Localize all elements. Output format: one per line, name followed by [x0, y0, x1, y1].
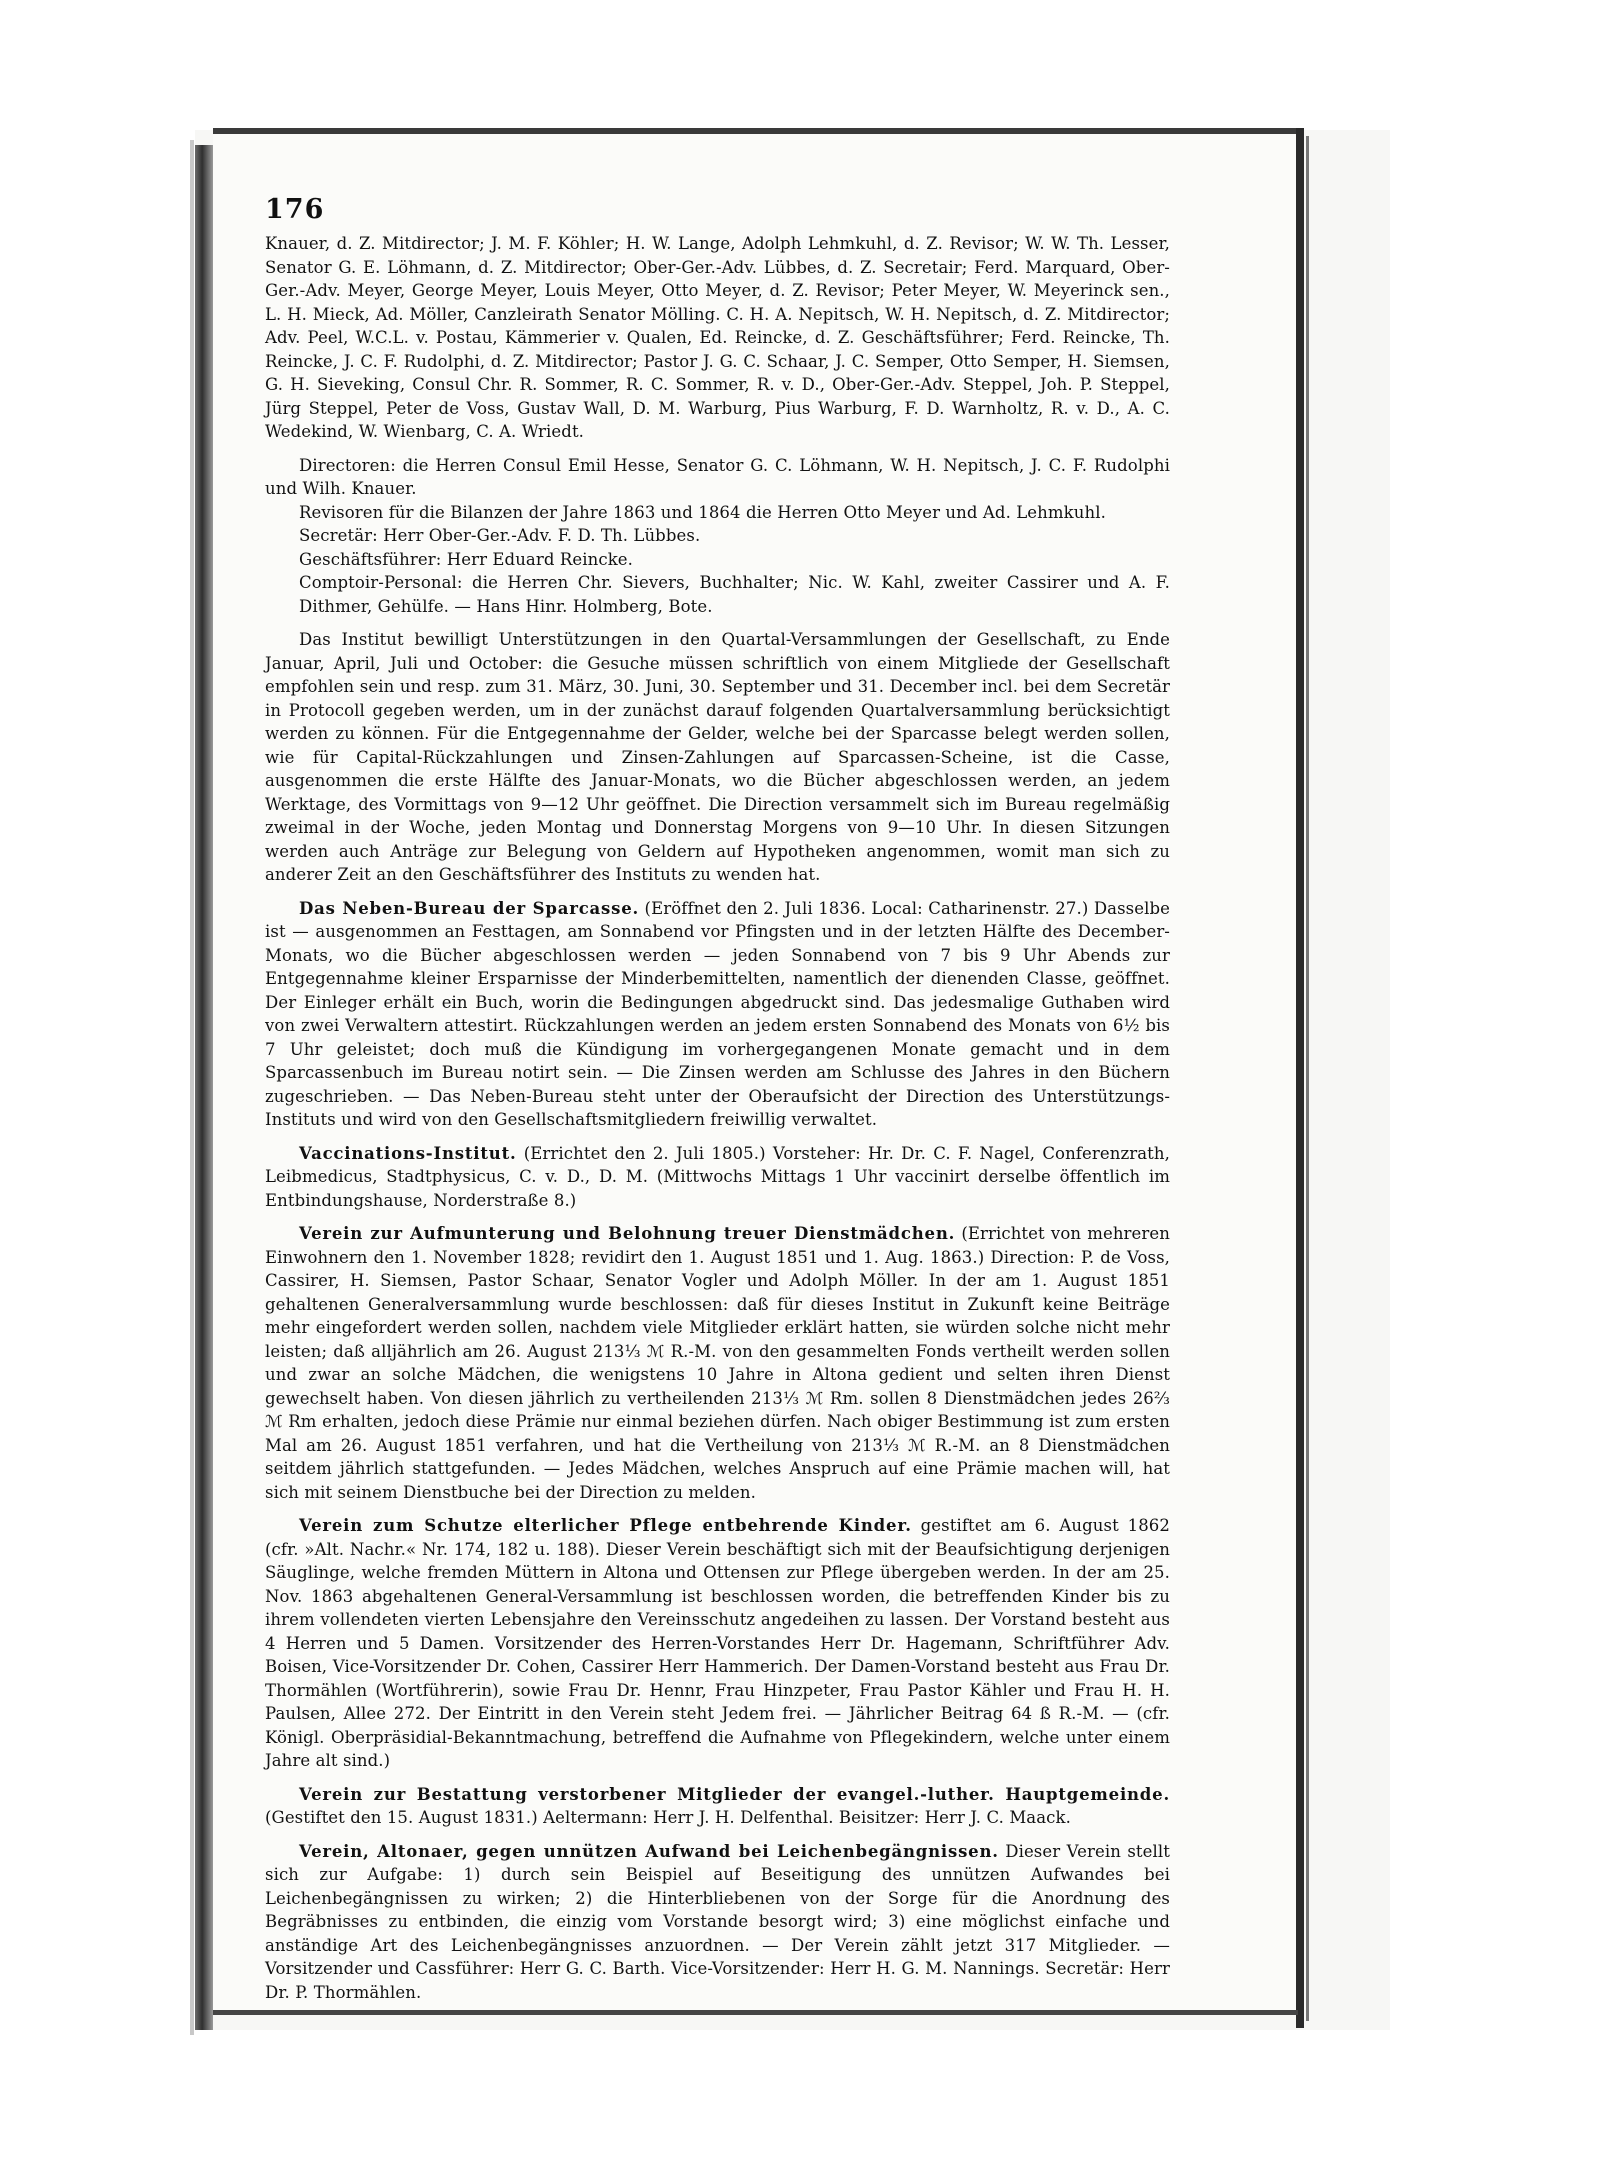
book-binding [195, 145, 213, 2030]
burial-paragraph [265, 1783, 1170, 1830]
neben-bureau-heading: Das Neben-Bureau der Sparcasse. [299, 898, 640, 918]
children-paragraph [265, 1514, 1170, 1773]
secretary-paragraph: Secretär: Herr Ober-Ger.-Adv. F. D. Th. Lübbes. [299, 526, 701, 545]
revisors-paragraph: Revisoren für die Bilanzen der Jahre 1863 und 1864 die Herren Otto Meyer und Ad. Lehmkuhl. [299, 502, 1106, 522]
book-page [213, 134, 1296, 2010]
manager-paragraph: Geschäftsführer: Herr Eduard Reincke. [299, 549, 634, 569]
maids-text: (Errichtet von mehreren Einwohnern den 1. November 1828; revidirt den 1. August 1851 und 1. Aug. 1863.) Direction: P. de Voss, Cassirer, H. Siemsen, Pastor Schaar, Senator Vogler und Adolph Möller. In der am 1. August 1851 gehaltenen Generalversammlung wurde beschlossen: daß für dieses Institut in Zukunft keine Beiträge mehr eingefordert werden sollen, nachdem viele Mitglieder erklärt hatten, sie würden solche nicht mehr leisten; daß alljährlich am 26. August 213⅓ ℳ R.-M. von den gesammelten Fonds vertheilt werden sollen und zwar an solche Mädchen, die wenigstens 10 Jahre in Altona gedient und selten ihren Dienst gewechselt haben. Von diesen jährlich zu vertheilenden 213⅓ ℳ Rm. sollen 8 Dienstmädchen jedes 26⅔ ℳ Rm erhalten, jedoch diese Prämie nur einmal beziehen dürfen. Nach obiger Bestimmung ist zum ersten Mal am 26. August 1851 verfahren, und hat die Vertheilung von 213⅓ ℳ R.-M. an 8 Dienstmädchen seitdem jährlich stattgefunden. — Jedes Mädchen, welches Anspruch auf eine Prämie machen will, hat sich mit seinem Dienstbuche bei der Direction zu melden. [265, 1224, 1170, 1502]
neben-bureau-paragraph [265, 897, 1170, 1132]
vaccination-text: (Errichtet den 2. Juli 1805.) Vorsteher: Hr. Dr. C. F. Nagel, Conferenzrath, Leibmedicus, Stadtphysicus, C. v. D., D. M. (Mittwochs Mittags 1 Uhr vaccinirt derselbe öffentlich im Entbindungshause, Norderstraße 8.) [265, 1143, 1170, 1210]
burial-heading: Verein zur Bestattung verstorbener Mitglieder der evangel.-luther. Hauptgemeinde. [299, 1784, 1170, 1804]
children-heading: Verein zum Schutze elterlicher Pflege entbehrende Kinder. [299, 1516, 912, 1535]
neben-bureau-text: (Eröffnet den 2. Juli 1836. Local: Catharinenstr. 27.) Dasselbe ist — ausgenommen an Festtagen, am Sonnabend vor Pfingsten und in der letzten Hälfte des December-Monats, wo die Bücher abgeschlossen werden — jeden Sonnabend von 7 bis 9 Uhr Abends zur Entgegennahme kleiner Ersparnisse der Minderbemittelten, namentlich der dienenden Classe, geöffnet. Der Einleger erhält ein Buch, worin die Bedingungen abgedruckt sind. Das jedesmalige Guthaben wird von zwei Verwaltern attestirt. Rückzahlungen werden an jedem ersten Sonnabend des Monats von 6½ bis 7 Uhr geleistet; doch muß die Kündigung im vorhergegangenen Monate gemacht und in dem Sparcassenbuch im Bureau notirt sein. — Die Zinsen werden am Schlusse des Jahres in den Büchern zugeschrieben. — Das Neben-Bureau steht unter der Oberaufsicht der Direction des Unterstützungs-Instituts und wird von den Gesellschaftsmitgliedern freiwillig verwaltet. [265, 898, 1170, 1129]
maids-heading: Verein zur Aufmunterung und Belohnung treuer Dienstmädchen. [299, 1224, 956, 1243]
maids-paragraph [265, 1222, 1170, 1504]
burial-text: (Gestiftet den 15. August 1831.) Aeltermann: Herr J. H. Delfenthal. Beisitzer: Herr J. C. Maack. [265, 1808, 1071, 1827]
page-content [265, 194, 1170, 2004]
funeral-expense-text: Dieser Verein stellt sich zur Aufgabe: 1) durch sein Beispiel auf Beseitigung des unnützen Aufwandes bei Leichenbegängnissen zu wirken; 2) die Hinterbliebenen von der Sorge für die Anordnung des Begräbnisses zu entbinden, die einzig vom Vorstande besorgt wird; 3) eine möglichst einfache und anständige Art des Leichenbegängnisses anzuordnen. — Der Verein zählt jetzt 317 Mitglieder. — Vorsitzender und Cassführer: Herr G. C. Barth. Vice-Vorsitzender: Herr H. G. M. Nannings. Secretär: Herr Dr. P. Thormählen. [265, 1841, 1170, 2002]
vaccination-paragraph [265, 1142, 1170, 1213]
directors-paragraph: Directoren: die Herren Consul Emil Hesse, Senator G. C. Löhmann, W. H. Nepitsch, J. C. F. Rudolphi und Wilh. Knauer. [265, 455, 1170, 498]
page-edge-bottom [213, 2010, 1298, 2015]
children-text: gestiftet am 6. August 1862 (cfr. »Alt. Nachr.« Nr. 174, 182 u. 188). Dieser Verein beschäftigt sich mit der Beaufsichtigung derjenigen Säuglinge, welche fremden Müttern in Altona und Ottensen zur Pflege übergeben werden. In der am 25. Nov. 1863 abgehaltenen General-Versammlung ist beschlossen worden, die betreffenden Kinder bis zu ihrem vollendeten vierten Lebensjahre den Vereinsschutz angedeihen zu lassen. Der Vorstand besteht aus 4 Herren und 5 Damen. Vorsitzender des Herren-Vorstandes Herr Dr. Hagemann, Schriftführer Adv. Boisen, Vice-Vorsitzender Dr. Cohen, Cassirer Herr Hammerich. Der Damen-Vorstand besteht aus Frau Dr. Thormählen (Wortführerin), sowie Frau Dr. Hennr, Frau Hinzpeter, Frau Pastor Kähler und Frau H. H. Paulsen, Allee 272. Der Eintritt in den Verein steht Jedem frei. — Jährlicher Beitrag 64 ß R.-M. — (cfr. Königl. Oberpräsidial-Bekanntmachung, betreffend die Aufnahme von Pflegekindern, welche unter einem Jahre alt sind.) [265, 1516, 1170, 1770]
page-number: 176 [265, 194, 325, 225]
vaccination-heading: Vaccinations-Institut. [299, 1143, 517, 1163]
office-staff-paragraph: Comptoir-Personal: die Herren Chr. Sievers, Buchhalter; Nic. W. Kahl, zweiter Cassirer und A. F. Dithmer, Gehülfe. — Hans Hinr. Holmberg, Bote. [299, 573, 1170, 616]
page-edge-right [1296, 128, 1304, 2028]
funeral-expense-heading: Verein, Altonaer, gegen unnützen Aufwand bei Leichenbegängnissen. [299, 1841, 999, 1861]
institute-support-paragraph: Das Institut bewilligt Unterstützungen in den Quartal-Versammlungen der Gesellschaft, zu Ende Januar, April, Juli und October: die Gesuche müssen schriftlich von einem Mitgliede der Gesellschaft empfohlen sein und resp. zum 31. März, 30. Juni, 30. September und 31. December incl. bei dem Secretär in Protocoll gegeben werden, um in der zunächst darauf folgenden Quartalversammlung berücksichtigt werden zu können. Für die Entgegennahme der Gelder, welche bei der Sparcasse belegt werden sollen, wie für Capital-Rückzahlungen und Zinsen-Zahlungen auf Sparcassen-Scheine, ist die Casse, ausgenommen die erste Hälfte des Januar-Monats, wo die Bücher abgeschlossen werden, an jedem Werktage, des Vormittags von 9—12 Uhr geöffnet. Die Direction versammelt sich im Bureau regelmäßig zweimal in der Woche, jeden Montag und Donnerstag Morgens von 9—10 Uhr. In diesen Sitzungen werden auch Anträge zur Belegung von Geldern auf Hypotheken angenommen, womit man sich zu anderer Zeit an den Geschäftsführer des Instituts zu wenden hat. [265, 630, 1170, 884]
members-list-paragraph: Knauer, d. Z. Mitdirector; J. M. F. Köhler; H. W. Lange, Adolph Lehmkuhl, d. Z. Revisor; W. W. Th. Lesser, Senator G. E. Löhmann, d. Z. Mitdirector; Ober-Ger.-Adv. Lübbes, d. Z. Secretair; Ferd. Marquard, Ober-Ger.-Adv. Meyer, George Meyer, Louis Meyer, Otto Meyer, d. Z. Revisor; Peter Meyer, W. Meyerinck sen., L. H. Mieck, Ad. Möller, Canzleirath Senator Mölling. C. H. A. Nepitsch, W. H. Nepitsch, d. Z. Mitdirector; Adv. Peel, W.C.L. v. Postau, Kämmerier v. Qualen, Ed. Reincke, d. Z. Geschäftsführer; Ferd. Reincke, Th. Reincke, J. C. F. Rudolphi, d. Z. Mitdirector; Pastor J. G. C. Schaar, J. C. Semper, Otto Semper, H. Siemsen, G. H. Sieveking, Consul Chr. R. Sommer, R. C. Sommer, R. v. D., Ober-Ger.-Adv. Steppel, Joh. P. Steppel, Jürg Steppel, Peter de Voss, Gustav Wall, D. M. Warburg, Pius Warburg, F. D. Warnholtz, R. v. D., A. C. Wedekind, W. Wienbarg, C. A. Wriedt. [265, 234, 1170, 441]
funeral-expense-paragraph [265, 1840, 1170, 2005]
page-edge-right-inner [1306, 136, 1309, 2021]
book-binding-shadow [190, 140, 194, 2035]
